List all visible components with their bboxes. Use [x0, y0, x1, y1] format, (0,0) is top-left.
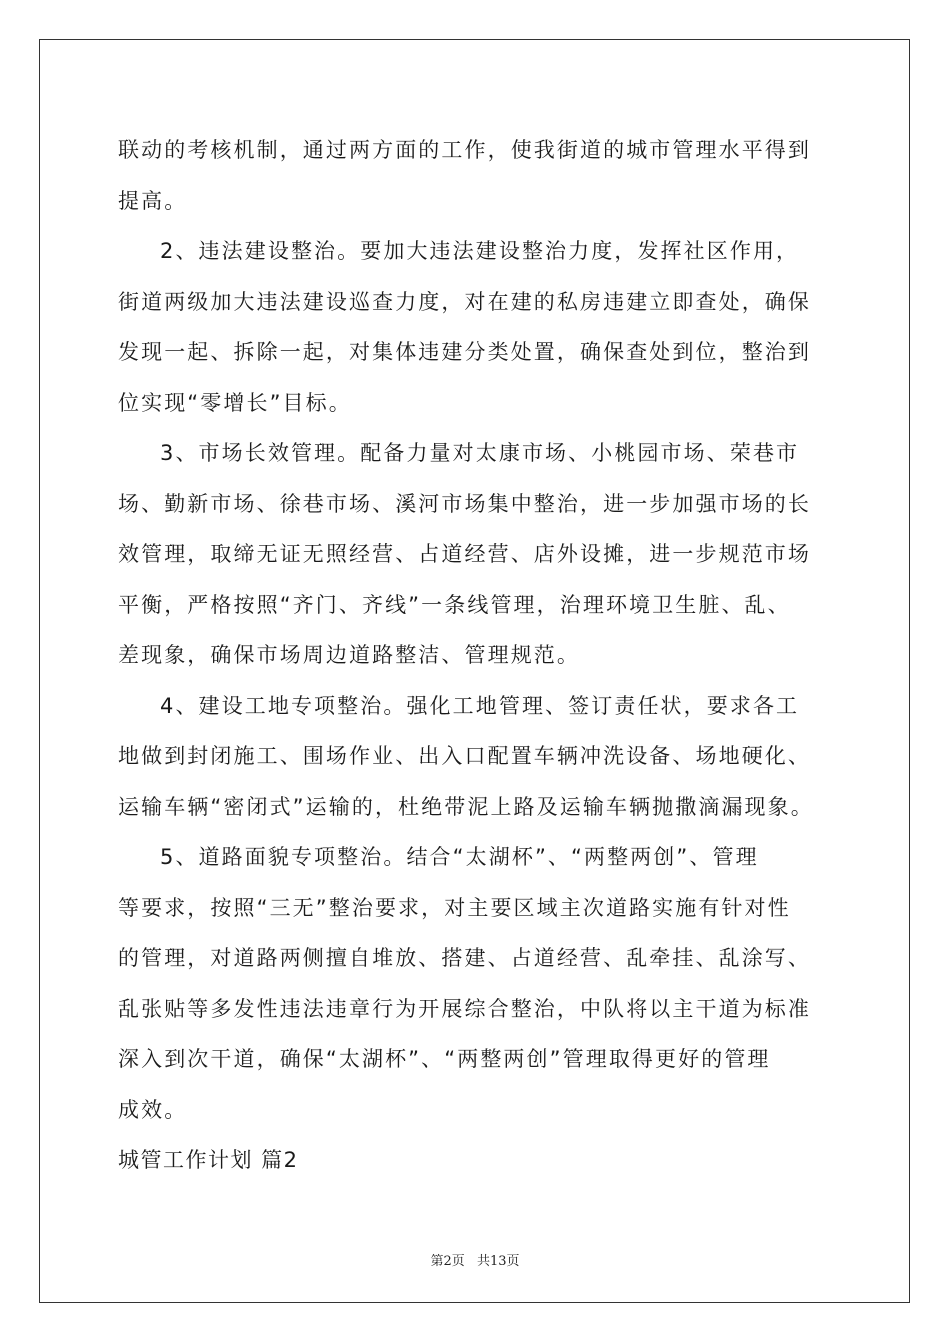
- text-line-1: 联动的考核机制，通过两方面的工作，使我街道的城市管理水平得到: [118, 138, 811, 162]
- text-line-8: 场、勤新市场、徐巷市场、溪河市场集中整治，进一步加强市场的长: [118, 491, 811, 516]
- page-footer: [0, 1250, 950, 1269]
- text-line-3: 2、违法建设整治。要加大违法建设整治力度，发挥社区作用，: [160, 239, 800, 263]
- page-total: 共13页: [476, 1254, 520, 1269]
- text-line-13: 地做到封闭施工、围场作业、出入口配置车辆冲洗设备、场地硬化、: [118, 744, 811, 768]
- section-heading: 城管工作计划 篇2: [118, 1148, 299, 1172]
- text-line-9: 效管理，取缔无证无照经营、占道经营、店外设摊，进一步规范市场: [118, 542, 811, 566]
- text-line-5: 发现一起、拆除一起，对集体违建分类处置，确保查处到位，整治到: [118, 340, 811, 364]
- text-line-2: 提高。: [118, 188, 188, 213]
- text-line-6: 位实现“零增长”目标。: [118, 390, 352, 415]
- text-line-14: 运输车辆“密闭式”运输的，杜绝带泥上路及运输车辆抛撒滴漏现象。: [118, 794, 814, 819]
- text-line-18: 乱张贴等多发性违法违章行为开展综合整治，中队将以主干道为标准: [118, 996, 811, 1021]
- text-line-19: 深入到次干道，确保“太湖杯”、“两整两创”管理取得更好的管理: [118, 1047, 771, 1071]
- text-line-17: 的管理，对道路两侧擅自堆放、搭建、占道经营、乱牵挂、乱涂写、: [118, 946, 811, 970]
- text-line-15: 5、道路面貌专项整治。结合“太湖杯”、“两整两创”、管理: [160, 845, 759, 869]
- text-line-12: 4、建设工地专项整治。强化工地管理、签订责任状，要求各工: [160, 693, 800, 718]
- text-line-11: 差现象，确保市场周边道路整洁、管理规范。: [118, 643, 580, 667]
- text-line-4: 街道两级加大违法建设巡查力度，对在建的私房违建立即查处，确保: [118, 289, 811, 314]
- page-number: 第2页: [430, 1254, 465, 1269]
- text-line-16: 等要求，按照“三无”整治要求，对主要区域主次道路实施有针对性: [118, 895, 791, 920]
- text-line-20: 成效。: [118, 1097, 188, 1122]
- text-line-7: 3、市场长效管理。配备力量对太康市场、小桃园市场、荣巷市: [160, 441, 800, 465]
- document-body: [118, 125, 838, 1186]
- text-line-10: 平衡，严格按照“齐门、齐线”一条线管理，治理环境卫生脏、乱、: [118, 592, 791, 617]
